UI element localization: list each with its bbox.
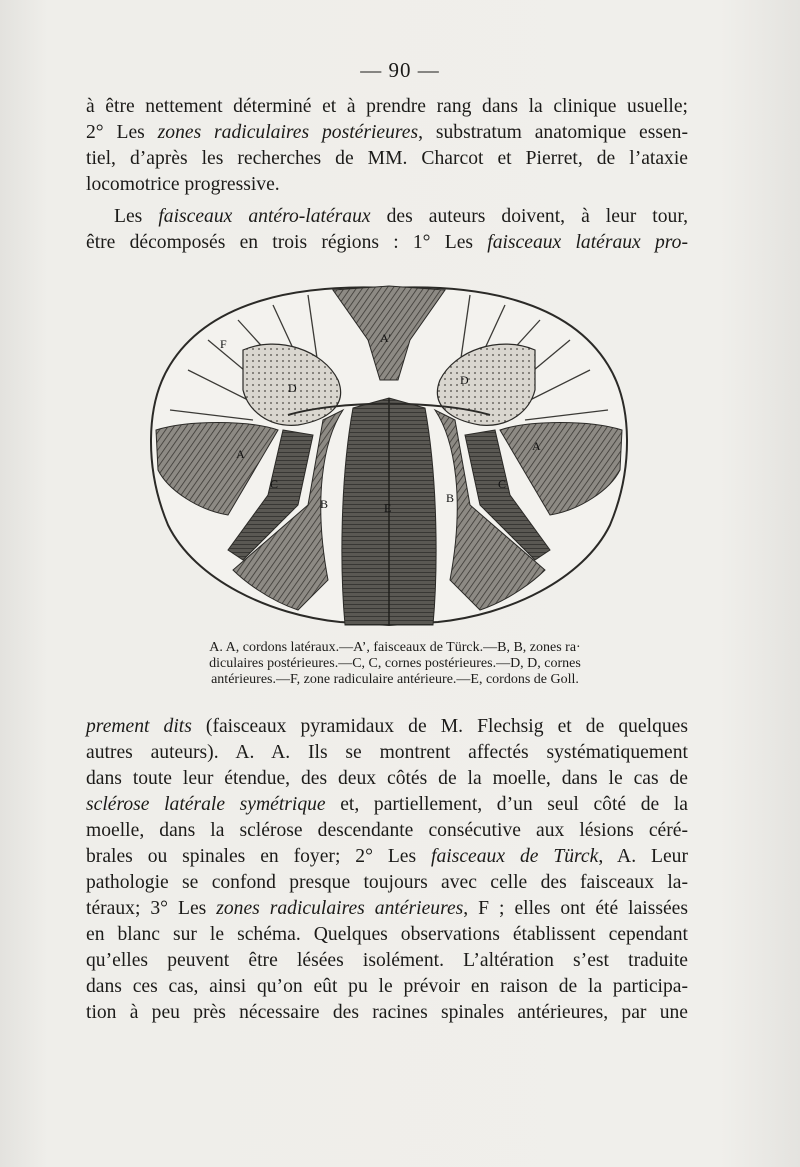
text-line: autres auteurs). A. A. Ils se montrent affectés systématiquement xyxy=(86,742,688,763)
second-paragraph xyxy=(86,204,688,256)
text-line: être décomposés en trois régions : 1° Les faisceaux latéraux pro- xyxy=(86,232,688,253)
text-line: en blanc sur le schéma. Quelques observations établissent cependant xyxy=(86,924,688,945)
spinal-cord-cross-section-figure xyxy=(148,280,630,630)
text-line: Les faisceaux antéro-latéraux des auteurs doivent, à leur tour, xyxy=(114,206,688,227)
emphasis-text: faisceaux latéraux pro- xyxy=(487,232,688,253)
figure-label-a-prime: A' xyxy=(380,331,391,345)
figure-label-f: F xyxy=(220,337,227,351)
text-line: qu’elles peuvent être lésées isolément. L’altération s’est traduite xyxy=(86,950,688,971)
figure-label-e: E xyxy=(384,501,392,515)
text-line: sclérose latérale symétrique et, partiellement, d’un seul côté de la xyxy=(86,794,688,815)
figure-label-d-right: D xyxy=(460,373,469,387)
figure-label-a-right: A xyxy=(532,439,541,453)
text-line: tiel, d’après les recherches de MM. Charcot et Pierret, de l’ataxie xyxy=(86,148,688,169)
text-line: dans ces cas, ainsi qu’on eût pu le prévoir en raison de la participa- xyxy=(86,976,688,997)
figure-label-c-left: C xyxy=(270,477,279,491)
text-line: téraux; 3° Les zones radiculaires antérieures, F ; elles ont été laissées xyxy=(86,898,688,919)
text-line: brales ou spinales en foyer; 2° Les faisceaux de Türck, A. Leur xyxy=(86,846,688,867)
figure-caption xyxy=(150,640,640,688)
page-number: — 90 — xyxy=(360,58,440,82)
emphasis-text: prement dits xyxy=(86,716,192,737)
text-line: tion à peu près nécessaire des racines spinales antérieures, par une xyxy=(86,1002,688,1023)
text-line: pathologie se confond presque toujours avec celle des faisceaux la- xyxy=(86,872,688,893)
emphasis-text: faisceaux antéro-latéraux xyxy=(158,206,371,227)
emphasis-text: zones radiculaires antérieures xyxy=(216,898,464,919)
caption-line: A. A, cordons latéraux.—A’, faisceaux de Türck.—B, B, zones ra· xyxy=(209,640,581,655)
caption-line: antérieures.—F, zone radiculaire antérieure.—E, cordons de Goll. xyxy=(211,672,579,687)
text-line: dans toute leur étendue, des deux côtés de la moelle, dans le cas de xyxy=(86,768,688,789)
top-paragraph xyxy=(86,94,688,198)
emphasis-text: faisceaux de Türck xyxy=(431,846,599,867)
text-line: à être nettement déterminé et à prendre rang dans la clinique usuelle; xyxy=(86,96,688,117)
bottom-paragraph xyxy=(86,714,688,1026)
text-line: locomotrice progressive. xyxy=(86,174,280,195)
emphasis-text: sclérose latérale symétrique xyxy=(86,794,326,815)
text-line: prement dits (faisceaux pyramidaux de M. Flechsig et de quelques xyxy=(86,716,688,737)
figure-label-d-left: D xyxy=(288,381,297,395)
caption-line: diculaires postérieures.—C, C, cornes postérieures.—D, D, cornes xyxy=(209,656,581,671)
emphasis-text: zones radiculaires postérieures xyxy=(157,122,419,143)
figure-label-b-left: B xyxy=(320,497,329,511)
figure-label-c-right: C xyxy=(498,477,507,491)
text-line: moelle, dans la sclérose descendante consécutive aux lésions céré- xyxy=(86,820,688,841)
text-line: 2° Les zones radiculaires postérieures, substratum anatomique essen- xyxy=(86,122,688,143)
figure-label-b-right: B xyxy=(446,491,455,505)
figure-label-a-left: A xyxy=(236,447,245,461)
